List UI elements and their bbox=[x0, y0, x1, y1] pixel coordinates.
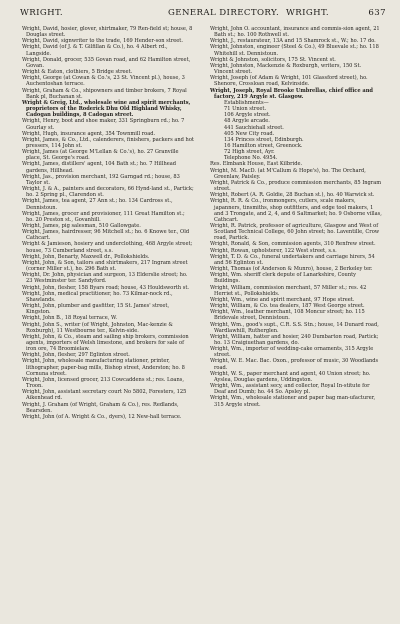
directory-entry: Wright, James, grocer and provisioner, 111 Great Hamilton st.; ho. 20 Preston st., Govanhill. bbox=[22, 210, 185, 223]
directory-entry: 72 High street, Ayr. bbox=[224, 149, 275, 156]
directory-entry: Wright, Graham & Co., shipowners and timber brokers, 7 Royal Bank pl, Buchanan st. bbox=[22, 87, 187, 100]
directory-entry: Wright, Jas., provision merchant, 192 Garngad rd.; house, 83 Taylor st. bbox=[22, 173, 180, 186]
directory-entry: 441 Sauchiehall street. bbox=[224, 124, 284, 131]
directory-entry: Wright & Jamieson, hosiery and underclothing, 468 Argyle street; house, 73 Cumberland street, s.s. bbox=[22, 241, 193, 254]
directory-entry: Wright, John (of A. Wright & Co., dyers), 12 New-hall terrace. bbox=[22, 413, 182, 420]
directory-entry: Wright, Dr. John, physician and surgeon, 13 Elderslie street; ho. 23 Westminster ter. Sandyford. bbox=[22, 272, 188, 285]
directory-entry: Wright, John, flesher, 297 Eglinton street. bbox=[22, 352, 130, 359]
directory-entry: Wright, Wm., assistant secy, and collector, Royal In-stitute for Deaf and Dumb; ho. 44 So. Apsley pl. bbox=[210, 383, 370, 396]
directory-entry: Wright & Eaton, clothiers, 5 Bridge street. bbox=[22, 69, 133, 76]
directory-entry: Wright, Wm. sheriff clerk depute of Lanarkshire, County Buildings. bbox=[210, 272, 357, 285]
directory-entry: Wright, Thomas (of Anderson & Munro), house, 2 Berkeley ter. bbox=[210, 266, 373, 273]
directory-entry: Wright, Patrick & Co., produce commission merchants, 85 Ingram street. bbox=[210, 179, 382, 193]
directory-entry: Wright, David, hosier, glover, shirtmaker, 79 Ren-field st; house, 8 Douglas street. bbox=[22, 26, 193, 39]
directory-entry: Wright, John O. accountant, insurance and commis-sion agent, 21 Bath st.; ho. 100 Rothwell st. bbox=[210, 26, 380, 39]
directory-entry: Wright, John, flesher, 158 Byars road; house, 43 Houldsworth st. bbox=[22, 284, 190, 291]
directory-entry: Wright, Johnston, Mackenzie & Roxburgh, writers, 150 St. Vincent street. bbox=[210, 62, 362, 76]
directory-entry: Wright, J. & A., painters and decorators, 66 Hynd-land st., Partick; ho. 2 Spring pl., Clarendon st. bbox=[22, 186, 194, 199]
directory-entry: Wright, John S., writer (of Wright, Johnston, Mac-kenzie & Roxburgh), 11 Westbourne ter., Kelvin-side. bbox=[22, 321, 173, 334]
directory-entry: Wright, W. S., paper merchant and agent, 40 Union street; ho. Ayslea, Douglas gardens, Uddingston. bbox=[210, 370, 371, 383]
directory-entry: Establishments— bbox=[224, 99, 269, 106]
directory-entry: 106 Argyle street. bbox=[224, 112, 271, 119]
directory-entry: Wright, George (at Cowan & Co.'s, 23 St. Vincent pl.), house, 3 Auchentoshan terrace. bbox=[22, 75, 185, 88]
directory-entry: Wright, James, pig salesman, 510 Gallowgate. bbox=[22, 223, 141, 229]
directory-entry: Wright, Joseph, Royal Brooke Umbrellas, chief office and factory, 219 Argyle st. Glasgow. bbox=[210, 87, 373, 100]
directory-entry: Wright, John, Benarty, Maxwell dr., Pollokshields. bbox=[22, 253, 150, 260]
directory-entry: Wright, R. R. & Co., ironmongers, cutlers, scale makers, japanners, tinsmiths, shop outfitters, and edge tool makers, 1 and 3 Trongate, and 2, 4, and 6 Saltmarket; ho. 9 Osborne villas, Cathcart. bbox=[210, 198, 382, 223]
directory-entry: Wright, John, plumber and gasfitter, 15 St. James' street, Kingston. bbox=[22, 303, 170, 316]
directory-entry: Wright, Hugh, insurance agent, 354 Townmill road. bbox=[22, 130, 156, 137]
directory-entry: 134 Princes street, Edinburgh. bbox=[224, 136, 304, 143]
directory-entry: Wright, John B., 18 Royal terrace, W. bbox=[22, 315, 117, 322]
directory-entry: Wright, John, & Son, tailors and shirtmakers, 217 Ingram street (corner Miller st.), ho. 296 Bath st. bbox=[22, 259, 188, 273]
directory-entry: Res. Elmbank House, East Kilbride. bbox=[210, 161, 303, 168]
directory-entry: Wright, Wm., good's supt., C.R. S.S. Stn.; house, 14 Dunard road, Wardlawhill, Rutherglen. bbox=[210, 321, 379, 334]
directory-entry: Wright, J., restaurateur, 13A and 15 Shamrock st., W.; ho. 17 do. bbox=[210, 38, 376, 45]
directory-entry: Wright & Johnston, solicitors, 175 St. Vincent st. bbox=[210, 56, 336, 63]
directory-entry: Wright, T. D. & Co., funeral undertakers and carriage hirers, 54 and 56 Eglinton st. bbox=[210, 253, 375, 266]
directory-entry: Wright, James (at George M'Lellan & Co.'s), ho. 27 Granville place, St. George's road. bbox=[22, 149, 179, 162]
directory-entry: Wright, James, distillers' agent, 104 Bath st.; ho. 7 Hillhead gardens, Hillhead. bbox=[22, 161, 177, 174]
directory-entry: Wright, Wm., wine and spirit merchant, 97 Hope street. bbox=[210, 296, 355, 303]
directory-entry: 48 Argyle arcade. bbox=[224, 118, 270, 125]
header-left-word: WRIGHT. bbox=[20, 8, 64, 18]
directory-entry: 71 Union street. bbox=[224, 106, 267, 113]
directory-entry: Wright, R. Patrick, professor of agriculture, Glasgow and West of Scotland Technical College, 60 John street; ho. Laventille, Crow road, Partick. bbox=[210, 223, 380, 242]
directory-entry: Telephone No. 4954. bbox=[224, 155, 278, 162]
right-column bbox=[210, 26, 382, 408]
directory-entry: 16 Hamilton street, Greenock. bbox=[224, 142, 303, 149]
directory-entry: Wright, David (of J. & T. Gilfillan & Co.), ho. 4 Albert rd., Langside. bbox=[22, 44, 168, 57]
page-header bbox=[18, 8, 386, 22]
directory-entry: Wright, John, medical practitioner, ho. 73 Kilmar-nock rd., Shawlands. bbox=[22, 290, 173, 303]
directory-entry: Wright, John, wholesale manufacturing stationer, printer, lithographer, paper-bag mills, Bishop street, Anderston; ho. 8 Cornuna street. bbox=[22, 358, 185, 377]
directory-entry: Wright, M. MacD. (at M'Callum & Hope's), ho. The Orchard, Greenlaw, Paisley. bbox=[210, 167, 366, 180]
directory-entry: Wright, John, assistant secretary court No 5802, Foresters, 125 Aikenhead rd. bbox=[22, 389, 187, 402]
directory-entry: Wright, James, & Co., Ltd., calenderers, finishers, packers and hot pressers, 114 John st. bbox=[22, 136, 194, 149]
directory-entry: Wright, Joseph (of Adam & Wright, 101 Glassford street), ho. Shenore, Crossloan road, Kelvinside. bbox=[210, 75, 368, 88]
directory-entry: Wright, Ronald, & Son, commission agents, 310 Renfrew street. bbox=[210, 241, 376, 248]
directory-entry: Wright, William, commission merchant, 57 Miller st.; res. 42 Herriet st., Pollokshields. bbox=[210, 284, 367, 297]
page-number: 637 bbox=[368, 8, 386, 18]
header-right-word: WRIGHT. bbox=[286, 8, 330, 18]
directory-entry: Wright, John, licensed grocer, 213 Cowcaddens st.; res. Loans, Troon. bbox=[22, 376, 184, 390]
directory-entry: Wright, Henry, boot and shoe maker, 331 Springburn rd.; ho. 7 Gourlay st. bbox=[22, 118, 185, 131]
directory-entry: Wright, Wm., leather merchant, 108 Moncur street; ho. 115 Bridevale street, Dennistoun. bbox=[210, 309, 365, 322]
directory-entry: Wright, Robert (A. R. Goldie, 28 Buchan st.), ho. 40 Warwick st. bbox=[210, 192, 375, 199]
directory-entry: Wright, Wm., importer of wedding-cake ornaments, 315 Argyle street. bbox=[210, 346, 374, 359]
directory-entry: Wright, William, & Co. tea dealers, 187 West George street. bbox=[210, 303, 365, 310]
directory-entry: Wright, James, hairdresser, 96 Mitchell st.; ho. 6 Knowe ter., Old Cathcart. bbox=[22, 229, 190, 242]
directory-entry: Wright, John, & Co., steam and sailing ship brokers, commission agents, importers of Welsh limestone, and brokers for sale of iron ore, 74 Broomielaw. bbox=[22, 333, 189, 353]
header-title: GENERAL DIRECTORY. bbox=[168, 8, 280, 18]
directory-entry: Wright, Donald, grocer, 535 Govan road, and 62 Hamilton street, Govan. bbox=[22, 56, 191, 69]
directory-entry: Wright, W. E. Mac. Bac. Oxon., professor of music, 30 Woodlands road. bbox=[210, 358, 379, 371]
directory-entry: Wright, David, signwriter to the trade, 169 Hender-son street. bbox=[22, 38, 183, 45]
directory-entry: 405 New City road. bbox=[224, 130, 275, 137]
left-column bbox=[22, 26, 194, 420]
directory-entry: Wright, J. Graham (of Wright, Graham & Co.), res. Redlands, Bearsden. bbox=[22, 401, 179, 414]
directory-entry: Wright, Johnston, engineer (Steel & Co.), 49 Bluevale st.; ho. 118 Whitehill st. Dennistoun. bbox=[210, 44, 379, 57]
directory-entry: Wright, William, hatter and hosier, 240 Dumbarton road, Partick; ho. 13 Craigiuethan gardens, do. bbox=[210, 333, 379, 346]
directory-entry: Wright, Rowan, upholsterer, 122 West street, s.s. bbox=[210, 247, 337, 254]
directory-entry: Wright, James, tea agent, 27 Ann st.; ho. 134 Cardross st., Dennistoun. bbox=[22, 198, 173, 211]
directory-entry: Wright & Greig, Ltd., wholesale wine and spirit merchants, proprietors of the Roderick Dhu Old Highland Whisky, Cadogan buildings, 8 Cadogan street. bbox=[22, 99, 191, 119]
directory-entry: Wright, Wm., wholesale stationer and paper bag man-ufacturer, 315 Argyle street. bbox=[210, 395, 376, 408]
